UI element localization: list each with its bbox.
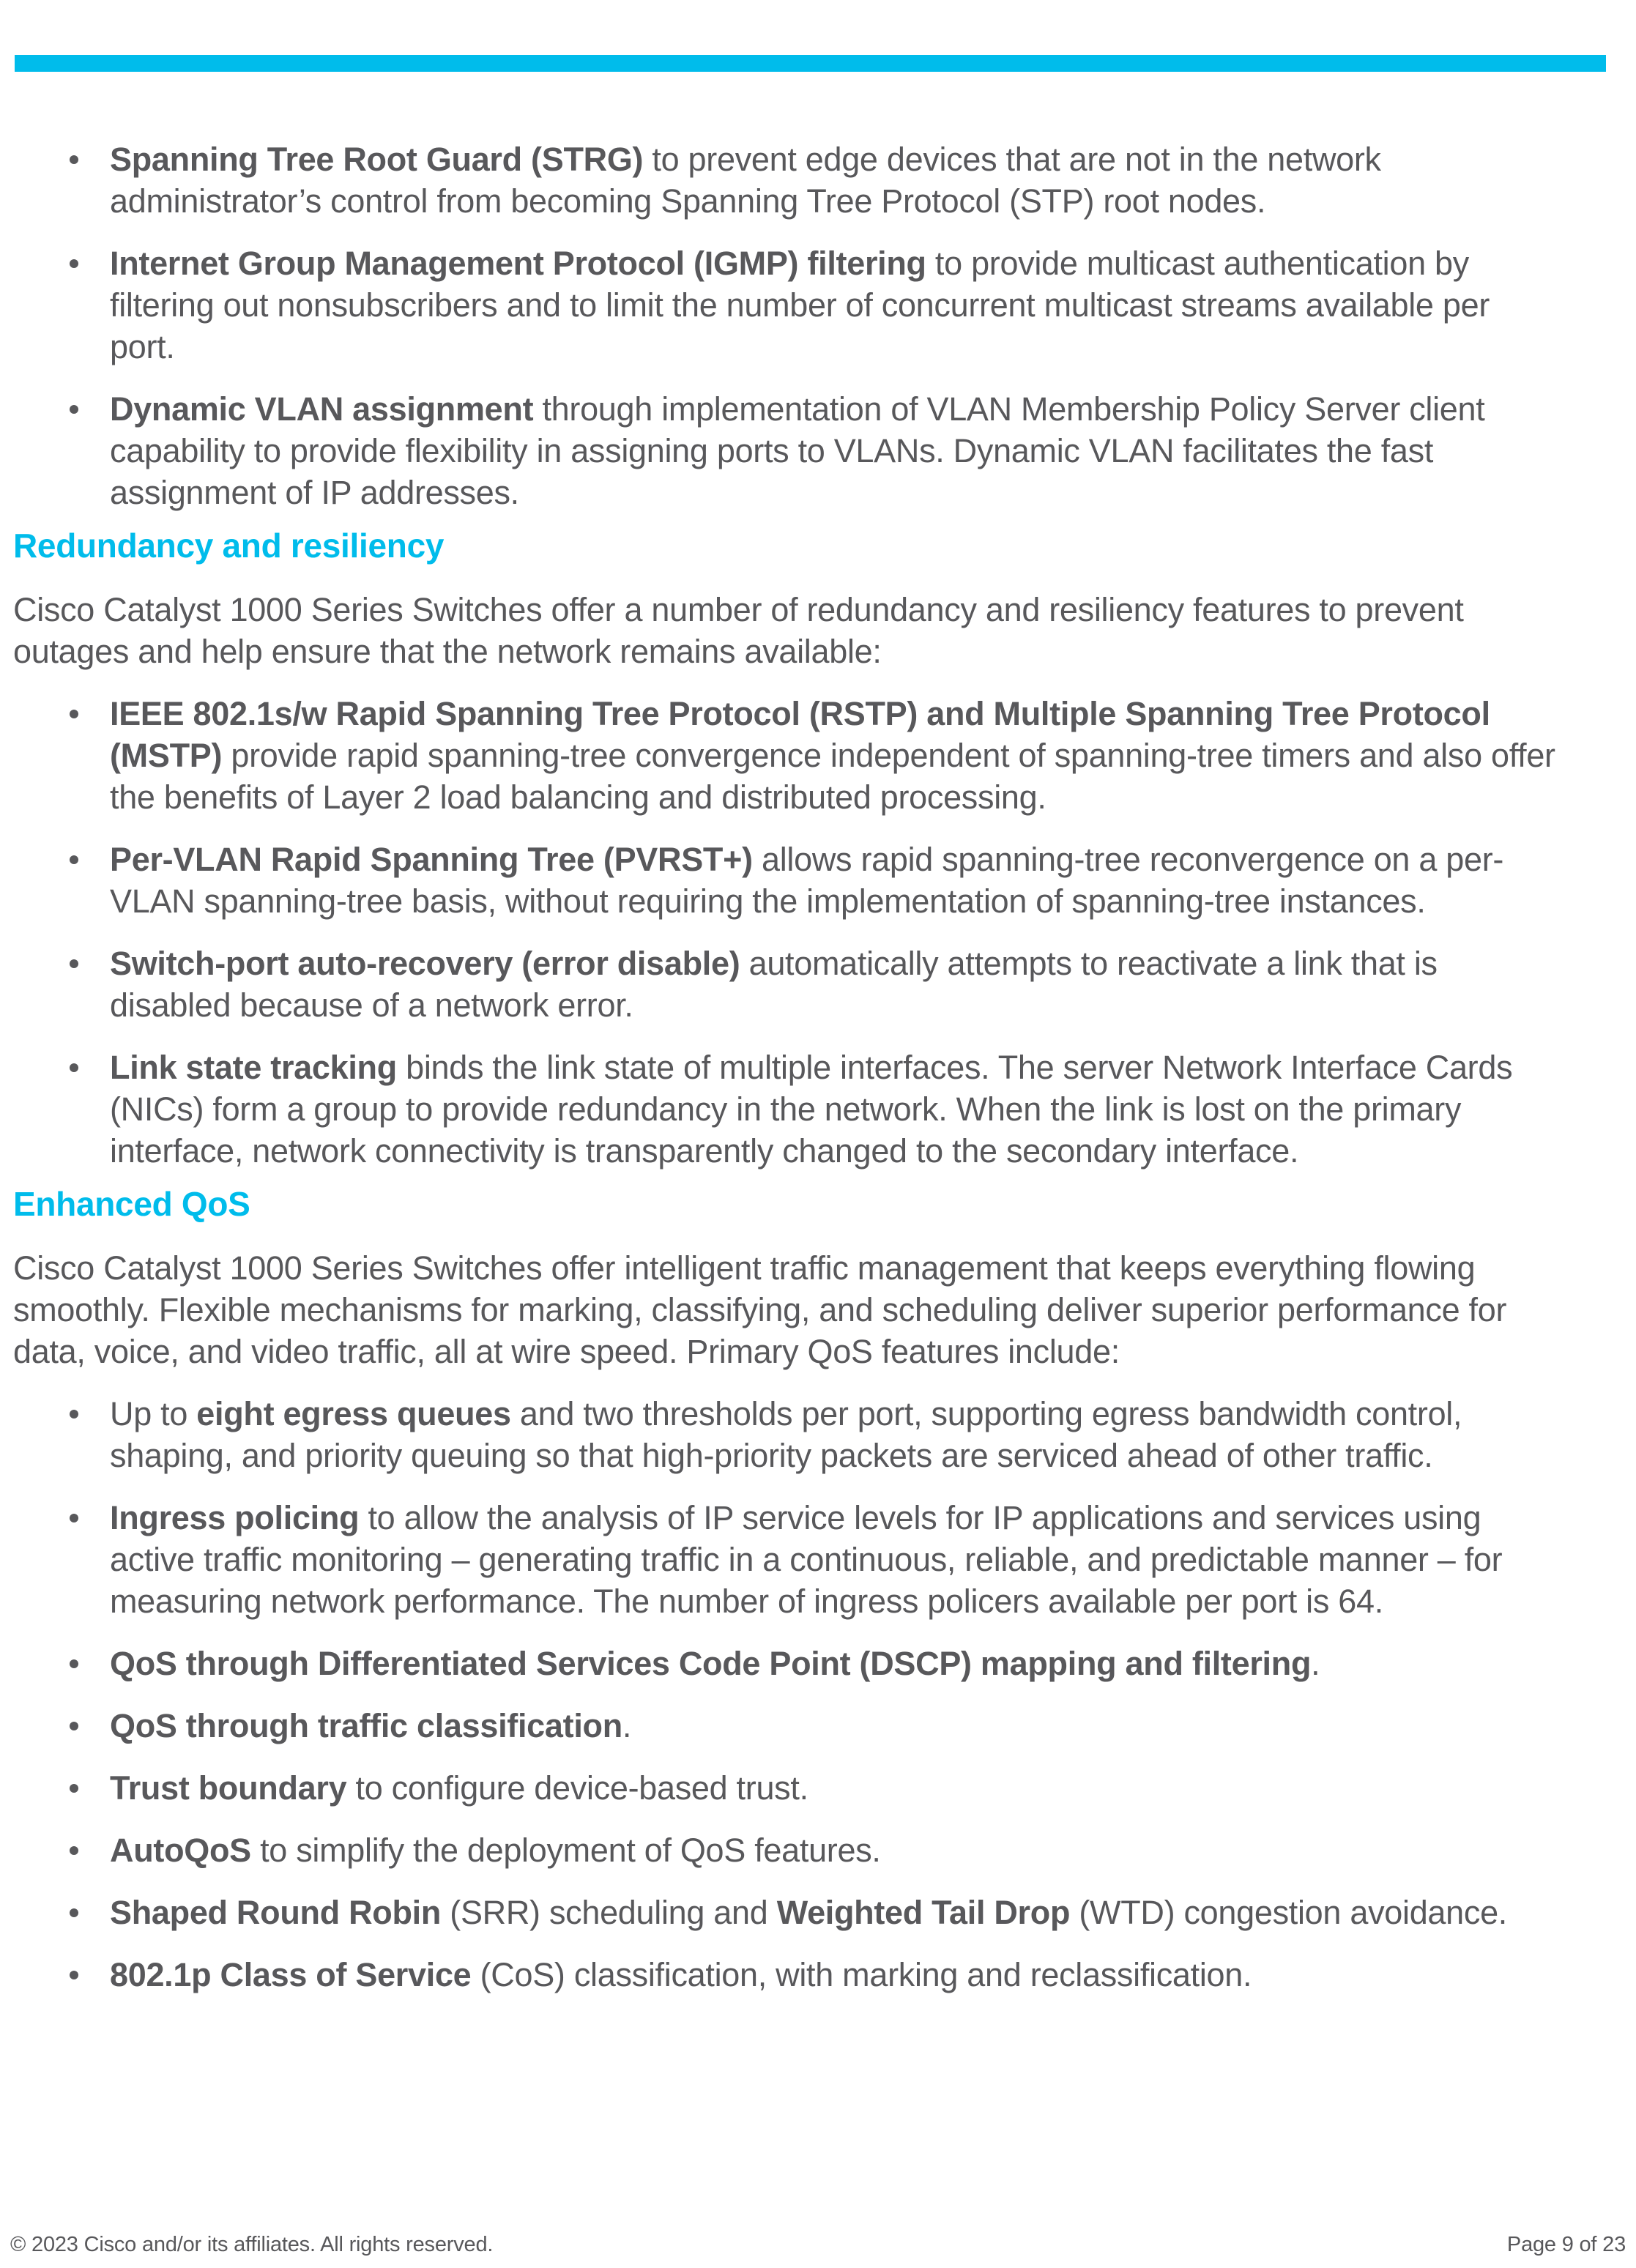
bullet-text: (CoS) classification, with marking and reclassification.: [471, 1956, 1252, 1993]
list-item: [110, 693, 1560, 818]
bullet-lead-bold: QoS through traffic classification: [110, 1707, 622, 1744]
bullet-lead-bold: Spanning Tree Root Guard (STRG): [110, 141, 644, 178]
page-footer: [10, 2232, 1626, 2257]
bullet-lead-bold: Internet Group Management Protocol (IGMP) filtering: [110, 245, 926, 282]
list-item: [110, 1393, 1560, 1476]
bullet-text: .: [1311, 1645, 1320, 1682]
bullet-lead-bold: Weighted Tail Drop: [776, 1894, 1071, 1931]
list-item: [110, 1705, 1560, 1747]
bullet-lead-bold: IEEE 802.1s/w Rapid Spanning Tree Protocol (RSTP) and Multiple Spanning Tree Protocol (MSTP): [110, 695, 1490, 774]
bullet-text: .: [622, 1707, 632, 1744]
bullet-text: allows rapid spanning-tree reconvergence on a per-VLAN spanning-tree basis, without requiring the implementation of spanning-tree instances.: [110, 841, 1504, 920]
list-item: [110, 839, 1560, 922]
list-item: [110, 1497, 1560, 1622]
footer-copyright: © 2023 Cisco and/or its affiliates. All rights reserved.: [10, 2233, 494, 2256]
bullet-lead-bold: Switch-port auto-recovery (error disable): [110, 945, 740, 982]
bullet-lead-bold: Per-VLAN Rapid Spanning Tree (PVRST+): [110, 841, 753, 878]
bullet-text: (SRR) scheduling and: [441, 1894, 777, 1931]
bullet-text: provide rapid spanning-tree convergence independent of spanning-tree timers and also offer the benefits of Layer 2 load balancing and distributed processing.: [110, 737, 1555, 816]
bullet-text: through implementation of VLAN Membership Policy Server client capability to provide flexibility in assigning ports to VLANs. Dynamic VLAN facilitates the fast assignment of IP addresses.: [110, 390, 1485, 511]
section-redundancy-resiliency: [13, 525, 1560, 1172]
list-item: [110, 1046, 1560, 1172]
bullet-text: Up to: [110, 1395, 197, 1432]
feature-list-redundancy: [13, 693, 1560, 1172]
bullet-lead-bold: Trust boundary: [110, 1769, 347, 1807]
bullet-text: to allow the analysis of IP service levels for IP applications and services using active traffic monitoring – generating traffic in a continuous, reliable, and predictable manner – for measuring network performance. The number of ingress policers available per port is 64.: [110, 1499, 1503, 1620]
bullet-text: to simplify the deployment of QoS features.: [250, 1832, 881, 1869]
bullet-lead-bold: Link state tracking: [110, 1049, 397, 1086]
feature-list-enhanced-qos: [13, 1393, 1560, 1996]
section-enhanced-qos: [13, 1183, 1560, 1996]
bullet-lead-bold: QoS through Differentiated Services Code Point (DSCP) mapping and filtering: [110, 1645, 1312, 1682]
list-item: [110, 1892, 1560, 1933]
bullet-lead-bold: 802.1p Class of Service: [110, 1956, 472, 1993]
list-item: [110, 1767, 1560, 1809]
list-item: [110, 138, 1560, 222]
list-item: [110, 1643, 1560, 1684]
section-intro-redundancy: Cisco Catalyst 1000 Series Switches offer a number of redundancy and resiliency features to prevent outages and help ensure that the network remains available:: [13, 591, 1464, 670]
list-item: [110, 242, 1560, 368]
bullet-text: and two thresholds per port, supporting egress bandwidth control, shaping, and priority queuing so that high-priority packets are serviced ahead of other traffic.: [110, 1395, 1462, 1474]
bullet-text: to provide multicast authentication by filtering out nonsubscribers and to limit the number of concurrent multicast streams available per port.: [110, 245, 1490, 365]
header-accent-bar: [15, 55, 1606, 72]
bullet-text: to configure device-based trust.: [346, 1769, 808, 1807]
bullet-lead-bold: AutoQoS: [110, 1832, 251, 1869]
page-content: [13, 138, 1560, 1996]
list-item: [110, 942, 1560, 1026]
bullet-text: automatically attempts to reactivate a link that is disabled because of a network error.: [110, 945, 1438, 1024]
section-intro-enhanced-qos: Cisco Catalyst 1000 Series Switches offer intelligent traffic management that keeps everything flowing smoothly. Flexible mechanisms for marking, classifying, and scheduling deliver superior performance for data, voice, and video traffic, all at wire speed. Primary QoS features include:: [13, 1249, 1507, 1370]
bullet-lead-bold: eight egress queues: [196, 1395, 511, 1432]
section-heading-redundancy: Redundancy and resiliency: [13, 527, 445, 565]
bullet-text: (WTD) congestion avoidance.: [1070, 1894, 1507, 1931]
bullet-lead-bold: Ingress policing: [110, 1499, 360, 1536]
list-item: [110, 388, 1560, 513]
section-heading-enhanced-qos: Enhanced QoS: [13, 1185, 250, 1223]
bullet-text: to prevent edge devices that are not in the network administrator’s control from becoming Spanning Tree Protocol (STP) root nodes.: [110, 141, 1381, 220]
bullet-text: binds the link state of multiple interfaces. The server Network Interface Cards (NICs) form a group to provide redundancy in the network. When the link is lost on the primary interface, network connectivity is transparently changed to the secondary interface.: [110, 1049, 1513, 1170]
bullet-lead-bold: Shaped Round Robin: [110, 1894, 442, 1931]
list-item: [110, 1954, 1560, 1996]
feature-list-top: [13, 138, 1560, 513]
list-item: [110, 1829, 1560, 1871]
bullet-lead-bold: Dynamic VLAN assignment: [110, 390, 534, 428]
footer-page-number: Page 9 of 23: [1506, 2233, 1626, 2256]
